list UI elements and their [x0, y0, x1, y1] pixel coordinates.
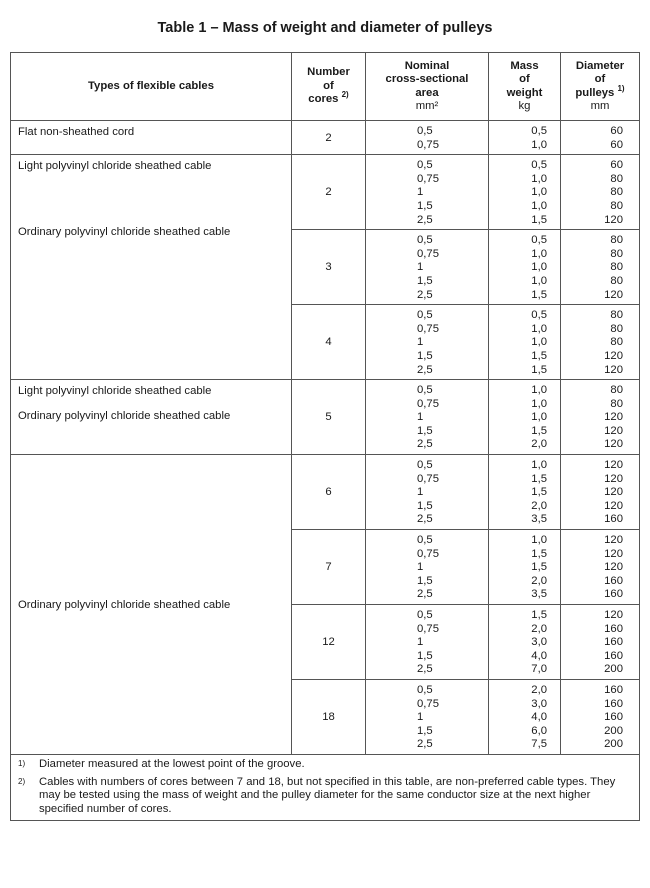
area-value: 1	[417, 411, 424, 424]
mass-value: 1,0	[531, 199, 547, 212]
cable-type-name: Ordinary polyvinyl chloride sheathed cable	[18, 410, 231, 423]
mass-cell	[489, 230, 561, 305]
area-value: 1,5	[417, 724, 433, 737]
area-value: 1	[417, 486, 424, 499]
mass-value: 3,0	[531, 636, 547, 649]
diameter-value: 120	[604, 486, 623, 499]
footnote-text: Diameter measured at the lowest point of the groove.	[39, 757, 305, 770]
area-value: 0,5	[417, 234, 433, 247]
area-cell	[366, 380, 489, 455]
area-value: 0,75	[417, 138, 439, 151]
diameter-value: 80	[610, 322, 623, 335]
diameter-value: 80	[610, 336, 623, 349]
area-value: 1	[417, 561, 424, 574]
area-value: 0,5	[417, 534, 433, 547]
mass-value: 2,0	[531, 574, 547, 587]
mass-value: 1,0	[531, 411, 547, 424]
mass-value: 7,5	[531, 738, 547, 751]
area-value: 0,5	[417, 459, 433, 472]
pulley-table	[10, 52, 640, 821]
diameter-cell	[561, 155, 640, 230]
footnotes-cell	[11, 754, 640, 820]
mass-value: 1,0	[531, 138, 547, 151]
diameter-unit: mm	[590, 100, 610, 112]
diameter-value: 80	[610, 309, 623, 322]
mass-value: 1,0	[531, 397, 547, 410]
diameter-value: 80	[610, 199, 623, 212]
cores-cell: 2	[292, 155, 366, 230]
mass-value: 2,0	[531, 499, 547, 512]
diameter-value: 120	[604, 363, 623, 376]
diameter-value: 120	[604, 411, 623, 424]
area-value: 1,5	[417, 649, 433, 662]
diameter-value: 120	[604, 534, 623, 547]
table-footnotes	[11, 754, 640, 820]
area-value: 2,5	[417, 438, 433, 451]
area-cell	[366, 679, 489, 754]
diameter-value: 60	[610, 138, 623, 151]
mass-value: 0,5	[531, 309, 547, 322]
diameter-value: 160	[604, 711, 623, 724]
diameter-value: 60	[610, 125, 623, 137]
area-value: 0,75	[417, 547, 439, 560]
area-value: 0,75	[417, 622, 439, 635]
cable-type-name: Light polyvinyl chloride sheathed cable	[18, 385, 212, 398]
diameter-cell	[561, 605, 640, 680]
mass-value: 1,0	[531, 274, 547, 287]
diameter-value: 80	[610, 234, 623, 247]
area-value: 2,5	[417, 588, 433, 601]
diameter-value: 160	[604, 588, 623, 601]
mass-value: 1,0	[531, 247, 547, 260]
footnote	[18, 758, 632, 772]
diameter-value: 200	[604, 724, 623, 737]
diameter-value: 80	[610, 261, 623, 274]
area-value: 0,5	[417, 159, 433, 172]
cores-cell: 4	[292, 305, 366, 380]
area-value: 2,5	[417, 738, 433, 751]
mass-value: 0,5	[531, 234, 547, 247]
cable-type-name: Ordinary polyvinyl chloride sheathed cable	[18, 226, 231, 239]
mass-cell	[489, 679, 561, 754]
area-value: 1	[417, 711, 424, 724]
mass-value: 3,5	[531, 588, 547, 601]
mass-value: 1,5	[531, 349, 547, 362]
diameter-value: 200	[604, 738, 623, 751]
area-value: 1,5	[417, 574, 433, 587]
diameter-value: 160	[604, 622, 623, 635]
cores-cell: 12	[292, 605, 366, 680]
mass-value: 7,0	[531, 663, 547, 676]
diameter-cell	[561, 121, 640, 155]
diameter-value: 80	[610, 172, 623, 185]
area-value: 1	[417, 336, 424, 349]
diameter-value: 80	[610, 186, 623, 199]
footnote-mark: 2)	[18, 776, 26, 786]
table-body	[11, 121, 640, 755]
mass-cell	[489, 605, 561, 680]
mass-value: 1,0	[531, 459, 547, 472]
diameter-value: 60	[610, 159, 623, 172]
diameter-cell	[561, 380, 640, 455]
diameter-cell	[561, 305, 640, 380]
diameter-value: 120	[604, 561, 623, 574]
mass-unit: kg	[518, 100, 531, 112]
diameter-cell	[561, 230, 640, 305]
header-cable-types: Types of flexible cables	[11, 53, 292, 121]
area-value: 1,5	[417, 499, 433, 512]
table-header	[11, 53, 640, 121]
mass-value: 2,0	[531, 683, 547, 696]
table-row	[11, 155, 640, 230]
cable-type-name: Light polyvinyl chloride sheathed cable	[18, 160, 212, 173]
area-value: 2,5	[417, 213, 433, 226]
mass-value: 4,0	[531, 711, 547, 724]
area-value: 0,75	[417, 247, 439, 260]
cores-cell: 3	[292, 230, 366, 305]
diameter-value: 120	[604, 547, 623, 560]
diameter-value: 120	[604, 459, 623, 472]
area-value: 1	[417, 186, 424, 199]
cores-cell: 5	[292, 380, 366, 455]
area-unit: mm²	[415, 100, 439, 112]
header-number-of-cores: Number of cores $^{2)}$	[292, 53, 366, 121]
mass-value: 1,5	[531, 609, 547, 621]
area-value: 0,75	[417, 172, 439, 185]
cable-type-name: Ordinary polyvinyl chloride sheathed cable	[18, 598, 231, 611]
area-value: 1,5	[417, 424, 433, 437]
diameter-value: 120	[604, 609, 623, 621]
area-value: 0,5	[417, 384, 433, 397]
area-value: 0,75	[417, 322, 439, 335]
area-value: 1,5	[417, 349, 433, 362]
mass-value: 1,0	[531, 336, 547, 349]
cores-cell: 7	[292, 530, 366, 605]
footnote	[18, 776, 632, 817]
cable-type-cell	[11, 380, 292, 455]
diameter-value: 80	[610, 384, 623, 397]
footnote-ref-2: 2)	[341, 90, 349, 100]
mass-value: 3,0	[531, 697, 547, 710]
area-cell	[366, 455, 489, 530]
cable-type-cell	[11, 121, 292, 155]
footnote-mark: 1)	[18, 758, 26, 768]
mass-value: 1,5	[531, 561, 547, 574]
mass-value: 1,0	[531, 384, 547, 397]
mass-value: 1,0	[531, 172, 547, 185]
diameter-value: 160	[604, 697, 623, 710]
mass-value: 3,5	[531, 513, 547, 526]
area-cell	[366, 121, 489, 155]
mass-cell	[489, 530, 561, 605]
diameter-value: 160	[604, 636, 623, 649]
cores-cell: 2	[292, 121, 366, 155]
cores-cell: 6	[292, 455, 366, 530]
area-cell	[366, 305, 489, 380]
footnote-ref-1: 1)	[617, 83, 625, 93]
mass-value: 1,5	[531, 213, 547, 226]
diameter-value: 120	[604, 288, 623, 301]
area-value: 0,5	[417, 125, 433, 137]
area-cell	[366, 230, 489, 305]
area-value: 0,5	[417, 683, 433, 696]
area-cell	[366, 155, 489, 230]
area-value: 2,5	[417, 513, 433, 526]
cable-type-name: Flat non-sheathed cord	[18, 126, 135, 138]
mass-cell	[489, 380, 561, 455]
diameter-value: 160	[604, 574, 623, 587]
mass-value: 2,0	[531, 438, 547, 451]
mass-value: 0,5	[531, 125, 547, 137]
diameter-value: 80	[610, 247, 623, 260]
diameter-cell	[561, 455, 640, 530]
area-value: 1	[417, 261, 424, 274]
mass-cell	[489, 155, 561, 230]
mass-cell	[489, 305, 561, 380]
area-value: 2,5	[417, 288, 433, 301]
diameter-value: 80	[610, 397, 623, 410]
mass-value: 1,0	[531, 261, 547, 274]
mass-value: 1,5	[531, 363, 547, 376]
diameter-cell	[561, 679, 640, 754]
cores-cell: 18	[292, 679, 366, 754]
diameter-value: 200	[604, 663, 623, 676]
mass-value: 0,5	[531, 159, 547, 172]
area-value: 0,75	[417, 472, 439, 485]
mass-value: 1,5	[531, 288, 547, 301]
area-cell	[366, 530, 489, 605]
table-title: Table 1 – Mass of weight and diameter of pulleys	[157, 20, 493, 36]
mass-value: 1,5	[531, 547, 547, 560]
header-mass-of-weight: Mass of weight kg	[489, 53, 561, 121]
diameter-value: 120	[604, 472, 623, 485]
mass-value: 2,0	[531, 622, 547, 635]
diameter-value: 120	[604, 499, 623, 512]
footnote-text: Cables with numbers of cores between 7 and 18, but not specified in this table, are non-preferred cable types. They may be tested using the mass of weight and the pulley diameter for the same conductor size at the next higher specified number of cores.	[39, 775, 616, 815]
mass-cell	[489, 121, 561, 155]
mass-value: 6,0	[531, 724, 547, 737]
mass-value: 1,0	[531, 534, 547, 547]
area-cell	[366, 605, 489, 680]
header-pulley-diameter: Diameter of pulleys $^{1)}$ mm	[561, 53, 640, 121]
mass-value: 1,5	[531, 472, 547, 485]
diameter-value: 120	[604, 424, 623, 437]
diameter-cell	[561, 530, 640, 605]
area-value: 0,5	[417, 609, 433, 621]
cable-type-cell	[11, 155, 292, 380]
table-row	[11, 455, 640, 530]
diameter-value: 120	[604, 213, 623, 226]
table-row	[11, 121, 640, 155]
mass-value: 4,0	[531, 649, 547, 662]
header-cross-sectional-area: Nominal cross-sectional area mm²	[366, 53, 489, 121]
area-value: 0,75	[417, 697, 439, 710]
diameter-value: 160	[604, 683, 623, 696]
mass-value: 1,0	[531, 186, 547, 199]
mass-value: 1,5	[531, 486, 547, 499]
mass-value: 1,5	[531, 424, 547, 437]
cable-type-cell	[11, 455, 292, 755]
area-value: 0,5	[417, 309, 433, 322]
diameter-value: 80	[610, 274, 623, 287]
area-value: 2,5	[417, 663, 433, 676]
mass-value: 1,0	[531, 322, 547, 335]
area-value: 1,5	[417, 199, 433, 212]
diameter-value: 160	[604, 649, 623, 662]
mass-cell	[489, 455, 561, 530]
area-value: 0,75	[417, 397, 439, 410]
diameter-value: 160	[604, 513, 623, 526]
table-row	[11, 380, 640, 455]
area-value: 1	[417, 636, 424, 649]
area-value: 2,5	[417, 363, 433, 376]
area-value: 1,5	[417, 274, 433, 287]
diameter-value: 120	[604, 349, 623, 362]
diameter-value: 120	[604, 438, 623, 451]
